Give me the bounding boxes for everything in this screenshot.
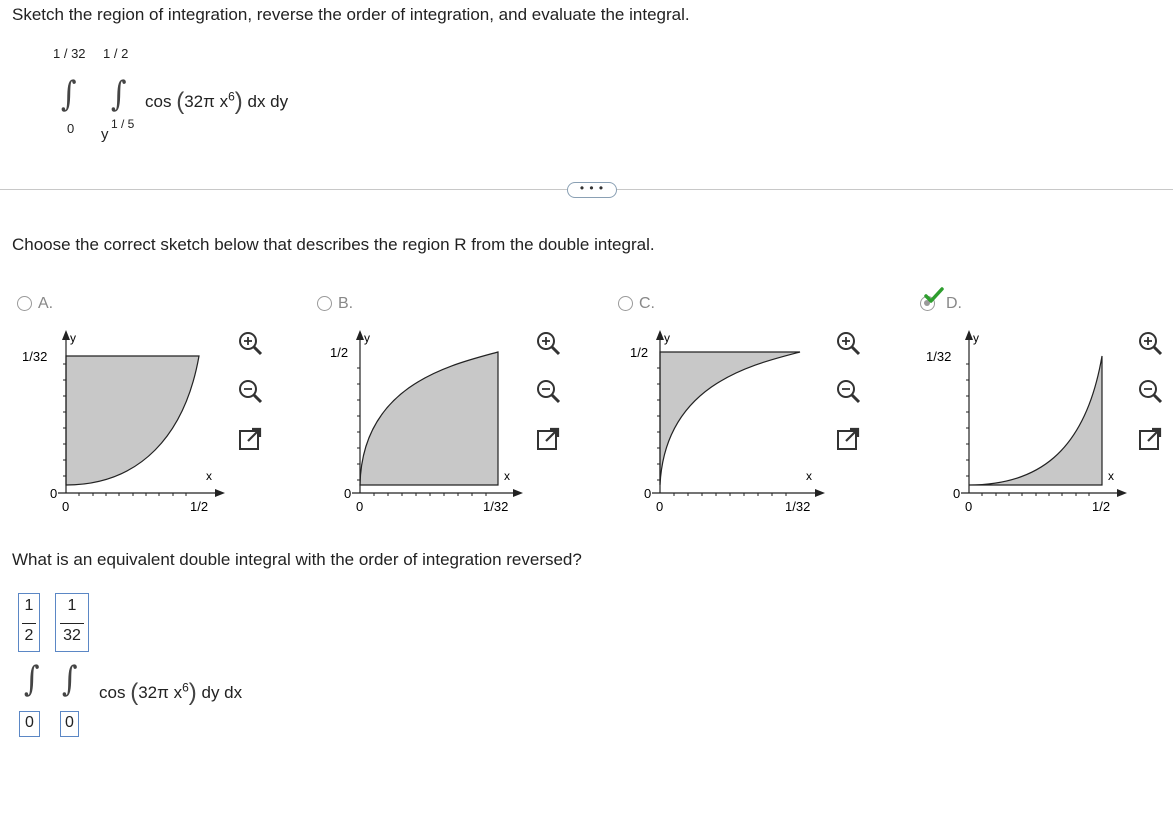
origin-x-c: 0 xyxy=(656,499,664,514)
zoom-out-icon[interactable] xyxy=(1137,378,1163,404)
y-tick-a: 1/32 xyxy=(22,349,48,364)
zoom-in-icon[interactable] xyxy=(835,330,861,356)
inner-upper-fracline xyxy=(60,623,84,624)
answer-integrand-exponent: 6 xyxy=(182,680,189,695)
zoom-in-icon[interactable] xyxy=(237,330,263,356)
zoom-out-icon[interactable] xyxy=(237,378,263,404)
answer-integrand-arg: 32π x xyxy=(138,683,183,702)
zoom-out-icon[interactable] xyxy=(835,378,861,404)
answer-differentials: dy dx xyxy=(201,683,243,702)
expand-graph-icon[interactable] xyxy=(1137,426,1163,452)
option-c-label: C. xyxy=(639,295,655,312)
inner-lower-base: y xyxy=(101,126,109,143)
expand-button[interactable]: • • • xyxy=(567,182,617,198)
inner-upper-num: 1 xyxy=(67,597,77,614)
x-tick-a: 1/2 xyxy=(190,499,209,514)
x-tick-b: 1/32 xyxy=(483,499,509,514)
outer-upper-fracline xyxy=(22,623,36,624)
integrand-arg: 32π x xyxy=(184,92,229,111)
region-c xyxy=(660,352,800,485)
outer-lower-limit: 0 xyxy=(67,121,75,136)
outer-integral-sign: ∫ xyxy=(61,74,77,115)
answer-inner-integral-sign: ∫ xyxy=(62,659,78,700)
radio-option-b[interactable] xyxy=(317,296,332,311)
origin-x-b: 0 xyxy=(356,499,364,514)
radio-option-c[interactable] xyxy=(618,296,633,311)
answer-outer-integral-sign: ∫ xyxy=(24,659,40,700)
x-tick-d: 1/2 xyxy=(1092,499,1111,514)
region-d xyxy=(969,356,1102,485)
integrand-func: cos xyxy=(145,92,172,111)
y-tick-b: 1/2 xyxy=(330,345,349,360)
zoom-in-icon[interactable] xyxy=(535,330,561,356)
origin-x-d: 0 xyxy=(965,499,973,514)
outer-lower-value: 0 xyxy=(25,714,34,731)
zoom-out-icon[interactable] xyxy=(535,378,561,404)
graph-option-a xyxy=(20,325,240,520)
graph-option-b xyxy=(320,325,540,520)
integrand-exponent: 6 xyxy=(228,89,235,104)
x-axis-label-c: x xyxy=(806,469,812,483)
differentials: dx dy xyxy=(247,92,289,111)
y-tick-c: 1/2 xyxy=(630,345,649,360)
x-axis-label-d: x xyxy=(1108,469,1114,483)
inner-upper-den: 32 xyxy=(63,627,81,644)
zoom-in-icon[interactable] xyxy=(1137,330,1163,356)
region-a xyxy=(66,356,199,485)
region-b xyxy=(360,352,498,485)
graph-option-d xyxy=(925,325,1145,520)
outer-upper-num: 1 xyxy=(24,597,34,614)
integrand: cos (32π $x^6$) dx dy xyxy=(145,88,289,115)
origin-y-a: 0 xyxy=(50,486,58,501)
question-sketch: Choose the correct sketch below that describes the region R from the double integral. xyxy=(12,235,655,254)
correct-check-icon xyxy=(924,287,944,305)
option-d-label: D. xyxy=(946,295,962,312)
origin-x-a: 0 xyxy=(62,499,70,514)
answer-integrand-func: cos xyxy=(99,683,126,702)
question-reverse: What is an equivalent double integral with the order of integration reversed? xyxy=(12,550,582,569)
x-axis-label-b: x xyxy=(504,469,510,483)
x-tick-c: 1/32 xyxy=(785,499,811,514)
origin-y-b: 0 xyxy=(344,486,352,501)
problem-instruction: Sketch the region of integration, reverse the order of integration, and evaluate the integral. xyxy=(12,5,690,24)
y-axis-label-d: y xyxy=(973,331,979,345)
graph-option-c xyxy=(620,325,840,520)
answer-integrand: cos (32π $x^6$) dy dx xyxy=(99,679,243,706)
option-b-label: B. xyxy=(338,295,354,312)
origin-y-d: 0 xyxy=(953,486,961,501)
option-a-label: A. xyxy=(38,295,54,312)
radio-option-a[interactable] xyxy=(17,296,32,311)
inner-integral-sign: ∫ xyxy=(111,74,127,115)
inner-lower-exponent: 1 / 5 xyxy=(111,117,135,131)
y-axis-label-b: y xyxy=(364,331,370,345)
x-axis-label-a: x xyxy=(206,469,212,483)
inner-lower-value: 0 xyxy=(65,714,74,731)
expand-graph-icon[interactable] xyxy=(535,426,561,452)
origin-y-c: 0 xyxy=(644,486,652,501)
y-axis-label-a: y xyxy=(70,331,76,345)
y-tick-d: 1/32 xyxy=(926,349,952,364)
y-axis-label-c: y xyxy=(664,331,670,345)
inner-upper-limit: 1 / 2 xyxy=(103,46,129,61)
outer-upper-limit: 1 / 32 xyxy=(53,46,86,61)
expand-graph-icon[interactable] xyxy=(835,426,861,452)
expand-graph-icon[interactable] xyxy=(237,426,263,452)
outer-upper-den: 2 xyxy=(24,627,34,644)
